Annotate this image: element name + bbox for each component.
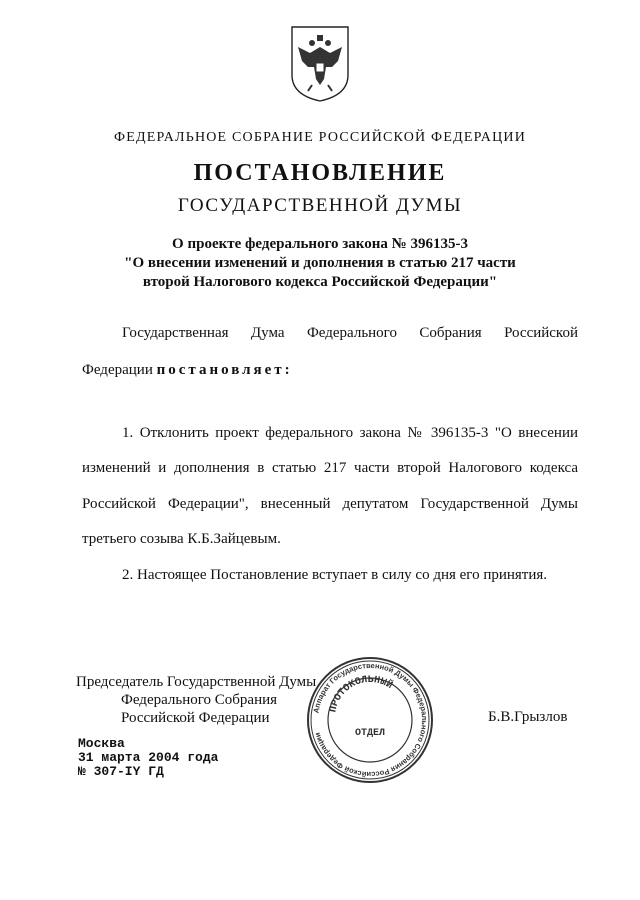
preamble-line: Государственная Дума Федерального Собрания Российской	[122, 325, 578, 341]
document-type-title: ПОСТАНОВЛЕНИЕ	[193, 160, 447, 186]
item-1-line: 1. Отклонить проект федерального закона № 396135-3 "О внесении	[122, 425, 578, 441]
signatory-title-line: Федерального Собрания	[121, 692, 278, 708]
subject-line: О проекте федерального закона № 396135-3	[172, 236, 468, 252]
preamble-verb: постановляет:	[156, 362, 293, 378]
signatory-title-line: Российской Федерации	[121, 710, 270, 726]
item-2: 2. Настоящее Постановление вступает в силу со дня его принятия.	[122, 567, 548, 583]
document-date: 31 марта 2004 года	[78, 750, 219, 765]
subject-line: второй Налогового кодекса Российской Федерации"	[142, 274, 498, 290]
item-1-line: Российской Федерации", внесенный депутатом Государственной Думы	[82, 496, 578, 512]
item-1-line: изменений и дополнения в статью 217 части второй Налогового кодекса	[82, 460, 578, 476]
city: Москва	[78, 736, 125, 751]
document-registration	[78, 737, 218, 779]
stamp-center-text: ОТДЕЛ	[354, 728, 386, 739]
coat-of-arms-icon	[288, 23, 352, 103]
subject-line: "О внесении изменений и дополнения в статью 217 части	[124, 255, 516, 271]
round-seal-stamp-icon	[305, 655, 435, 785]
signatory-title-line: Председатель Государственной Думы	[76, 674, 317, 690]
preamble-text: Федерации	[82, 362, 153, 378]
stamp-inner-text: ПРОТОКОЛЬНЫЙ	[328, 674, 394, 714]
signatory-title	[76, 673, 316, 727]
signatory-name: Б.В.Грызлов	[488, 709, 568, 725]
document-subject	[0, 235, 640, 292]
document-issuer: ГОСУДАРСТВЕННОЙ ДУМЫ	[177, 195, 463, 216]
parliament-name: ФЕДЕРАЛЬНОЕ СОБРАНИЕ РОССИЙСКОЙ ФЕДЕРАЦИИ	[113, 130, 527, 145]
item-1-line: третьего созыва К.Б.Зайцевым.	[82, 531, 281, 547]
preamble-line	[82, 362, 578, 379]
document-number: № 307-IY ГД	[78, 764, 164, 779]
stamp-outer-text: Аппарат Государственной Думы Федерального Собрания Российской Федерации	[311, 660, 430, 780]
